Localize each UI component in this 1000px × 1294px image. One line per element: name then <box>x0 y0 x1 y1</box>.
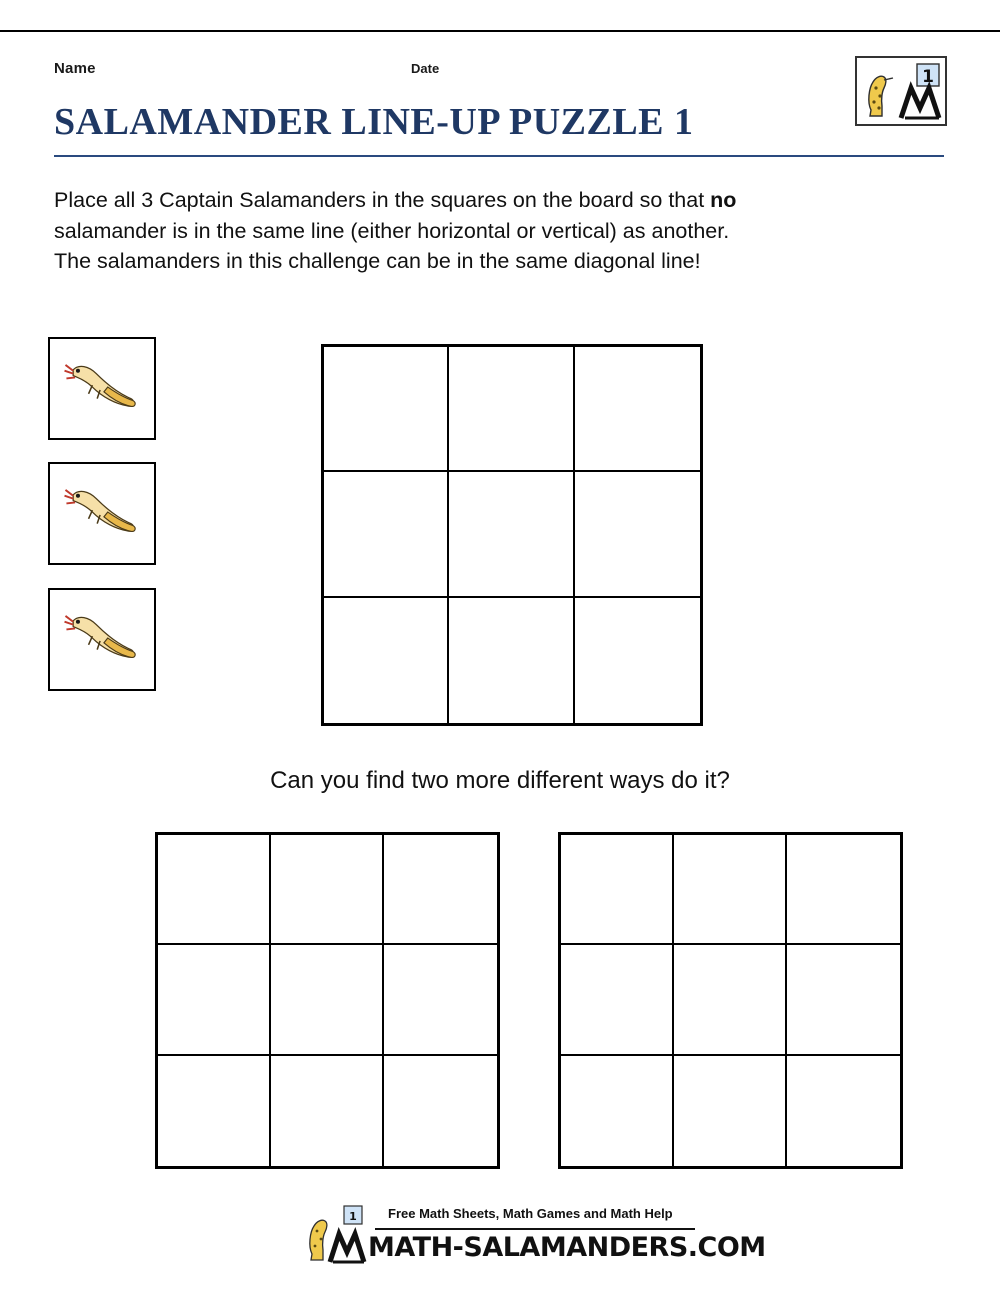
board-cell[interactable] <box>158 1056 271 1166</box>
board-cell[interactable] <box>324 347 449 472</box>
board-cell[interactable] <box>324 472 449 597</box>
board-cell[interactable] <box>787 945 900 1055</box>
board-cell[interactable] <box>674 835 787 945</box>
board-cell[interactable] <box>449 347 574 472</box>
board-cell[interactable] <box>561 1056 674 1166</box>
name-label: Name <box>54 60 96 77</box>
board-cell[interactable] <box>787 835 900 945</box>
board-cell[interactable] <box>158 945 271 1055</box>
svg-text:1: 1 <box>349 1210 357 1223</box>
instructions <box>54 185 934 277</box>
puzzle-board-main[interactable] <box>321 344 703 726</box>
logo-number: 1 <box>922 67 934 87</box>
board-cell[interactable] <box>575 598 700 723</box>
board-cell[interactable] <box>384 945 497 1055</box>
salamander-piece-2 <box>48 462 156 565</box>
board-cell[interactable] <box>561 835 674 945</box>
board-cell[interactable] <box>561 945 674 1055</box>
title-divider <box>54 155 944 157</box>
board-cell[interactable] <box>787 1056 900 1166</box>
board-cell[interactable] <box>271 1056 384 1166</box>
board-cell[interactable] <box>271 835 384 945</box>
brand-logo <box>855 56 947 126</box>
board-cell[interactable] <box>674 945 787 1055</box>
salamander-icon <box>50 590 154 689</box>
footer <box>0 1196 1000 1276</box>
instructions-emphasis: no <box>710 188 737 212</box>
board-cell[interactable] <box>449 598 574 723</box>
instructions-line3: The salamanders in this challenge can be in the same diagonal line! <box>54 249 701 274</box>
footer-site-url: MATH-SALAMANDERS.COM <box>368 1232 766 1263</box>
date-label: Date <box>411 61 440 76</box>
board-cell[interactable] <box>384 1056 497 1166</box>
footer-divider <box>375 1228 695 1230</box>
top-divider <box>0 30 1000 32</box>
board-cell[interactable] <box>271 945 384 1055</box>
board-cell[interactable] <box>158 835 271 945</box>
page-title: SALAMANDER LINE-UP PUZZLE 1 <box>54 101 694 143</box>
puzzle-board-extra-1[interactable] <box>155 832 500 1169</box>
board-cell[interactable] <box>575 347 700 472</box>
board-cell[interactable] <box>575 472 700 597</box>
board-cell[interactable] <box>449 472 574 597</box>
prompt-text: Can you find two more different ways do it? <box>270 767 730 794</box>
footer-tagline: Free Math Sheets, Math Games and Math Help <box>388 1206 673 1221</box>
salamander-piece-1 <box>48 337 156 440</box>
board-cell[interactable] <box>384 835 497 945</box>
footer-salamander-logo-icon <box>300 1204 376 1270</box>
instructions-line2: salamander is in the same line (either horizontal or vertical) as another. <box>54 218 730 243</box>
salamander-icon <box>50 339 154 438</box>
salamander-icon <box>50 464 154 563</box>
salamander-piece-3 <box>48 588 156 691</box>
puzzle-board-extra-2[interactable] <box>558 832 903 1169</box>
board-cell[interactable] <box>324 598 449 723</box>
salamander-logo-icon <box>857 58 947 126</box>
instructions-line1-a: Place all 3 Captain Salamanders in the squares on the board so that <box>54 188 711 212</box>
board-cell[interactable] <box>674 1056 787 1166</box>
